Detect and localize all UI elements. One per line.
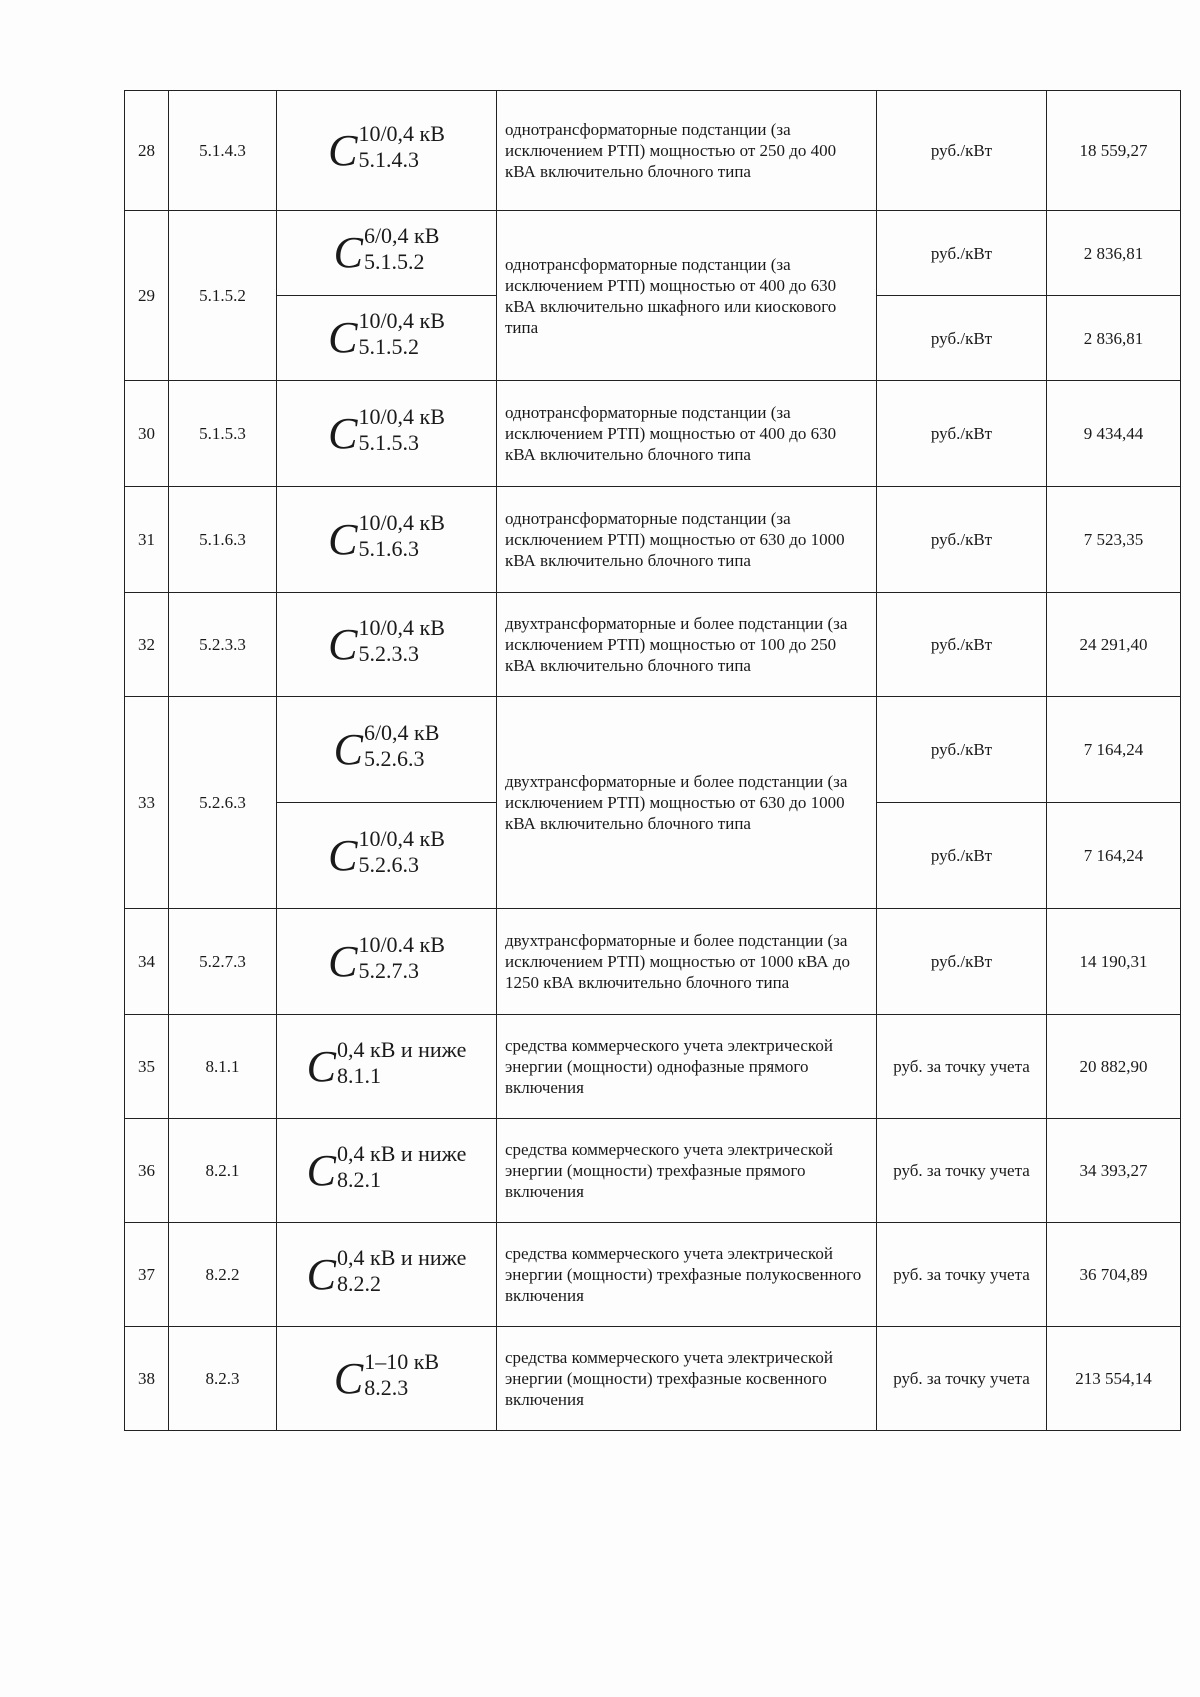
tariff-value: 7 523,35 bbox=[1047, 487, 1181, 593]
unit-of-measure: руб. за точку учета bbox=[877, 1223, 1047, 1327]
symbol-letter: C bbox=[328, 514, 358, 564]
row-number: 30 bbox=[125, 381, 169, 487]
item-description: однотрансформаторные подстанции (за исключением РТП) мощностью от 400 до 630 кВА включительно шкафного или киоскового типа bbox=[497, 211, 877, 381]
unit-of-measure: руб./кВт bbox=[877, 91, 1047, 211]
tariff-symbol bbox=[333, 223, 440, 277]
tariff-value: 34 393,27 bbox=[1047, 1119, 1181, 1223]
table-row bbox=[125, 1223, 1181, 1327]
tariff-symbol bbox=[328, 614, 445, 669]
table-row bbox=[125, 593, 1181, 697]
item-description: средства коммерческого учета электрической энергии (мощности) трехфазные косвенного включения bbox=[497, 1327, 877, 1431]
item-code: 5.1.5.2 bbox=[169, 211, 277, 381]
table-row bbox=[125, 1015, 1181, 1119]
tariff-symbol-cell bbox=[277, 296, 497, 381]
symbol-superscript: 0,4 кВ и ниже bbox=[337, 1140, 467, 1166]
symbol-indices bbox=[358, 614, 445, 666]
symbol-indices bbox=[337, 1140, 467, 1192]
symbol-letter: C bbox=[333, 228, 363, 277]
tariff-symbol bbox=[333, 719, 440, 774]
tariff-value: 7 164,24 bbox=[1047, 697, 1181, 803]
tariff-symbol bbox=[328, 120, 445, 175]
row-number: 32 bbox=[125, 593, 169, 697]
item-code: 8.2.3 bbox=[169, 1327, 277, 1431]
symbol-letter: C bbox=[306, 1249, 336, 1299]
row-number: 35 bbox=[125, 1015, 169, 1119]
symbol-indices bbox=[363, 223, 440, 274]
row-number: 34 bbox=[125, 909, 169, 1015]
item-description: двухтрансформаторные и более подстанции (за исключением РТП) мощностью от 1000 кВА до 1250 кВА включительно блочного типа bbox=[497, 909, 877, 1015]
symbol-letter: C bbox=[328, 408, 358, 458]
item-description: однотрансформаторные подстанции (за исключением РТП) мощностью от 250 до 400 кВА включительно блочного типа bbox=[497, 91, 877, 211]
symbol-subscript: 5.1.5.3 bbox=[358, 429, 419, 455]
tariff-symbol-cell bbox=[277, 381, 497, 487]
row-number: 38 bbox=[125, 1327, 169, 1431]
symbol-letter: C bbox=[306, 1145, 336, 1195]
symbol-letter: C bbox=[328, 830, 358, 880]
row-number: 36 bbox=[125, 1119, 169, 1223]
tariff-symbol bbox=[328, 825, 445, 880]
unit-of-measure: руб./кВт bbox=[877, 296, 1047, 381]
tariff-symbol-cell bbox=[277, 909, 497, 1015]
symbol-subscript: 8.2.2 bbox=[337, 1270, 381, 1296]
unit-of-measure: руб. за точку учета bbox=[877, 1119, 1047, 1223]
symbol-superscript: 10/0,4 кВ bbox=[358, 614, 445, 640]
item-code: 5.1.4.3 bbox=[169, 91, 277, 211]
table-row bbox=[125, 211, 1181, 296]
table-row bbox=[125, 487, 1181, 593]
symbol-subscript: 5.1.6.3 bbox=[358, 535, 419, 561]
symbol-indices bbox=[337, 1244, 467, 1296]
table-row bbox=[125, 697, 1181, 803]
row-number: 28 bbox=[125, 91, 169, 211]
tariff-symbol-cell bbox=[277, 1015, 497, 1119]
symbol-letter: C bbox=[328, 125, 358, 175]
tariff-value: 213 554,14 bbox=[1047, 1327, 1181, 1431]
table-row bbox=[125, 91, 1181, 211]
symbol-subscript: 5.1.4.3 bbox=[358, 146, 419, 172]
item-description: средства коммерческого учета электрической энергии (мощности) трехфазные полукосвенного включения bbox=[497, 1223, 877, 1327]
tariff-table bbox=[124, 90, 1181, 1431]
unit-of-measure: руб. за точку учета bbox=[877, 1015, 1047, 1119]
tariff-symbol bbox=[333, 1348, 440, 1403]
tariff-symbol-cell bbox=[277, 487, 497, 593]
item-code: 5.1.5.3 bbox=[169, 381, 277, 487]
symbol-indices bbox=[337, 1036, 467, 1088]
tariff-table-body bbox=[125, 91, 1181, 1431]
tariff-symbol-cell bbox=[277, 211, 497, 296]
unit-of-measure: руб./кВт bbox=[877, 211, 1047, 296]
symbol-subscript: 5.2.3.3 bbox=[358, 640, 419, 666]
symbol-letter: C bbox=[328, 313, 358, 362]
tariff-symbol bbox=[328, 931, 445, 986]
item-code: 5.2.7.3 bbox=[169, 909, 277, 1015]
symbol-letter: C bbox=[306, 1041, 336, 1091]
item-code: 8.2.1 bbox=[169, 1119, 277, 1223]
symbol-indices bbox=[358, 308, 445, 359]
tariff-symbol bbox=[306, 1140, 467, 1195]
tariff-value: 18 559,27 bbox=[1047, 91, 1181, 211]
symbol-superscript: 0,4 кВ и ниже bbox=[337, 1036, 467, 1062]
symbol-superscript: 0,4 кВ и ниже bbox=[337, 1244, 467, 1270]
item-code: 8.1.1 bbox=[169, 1015, 277, 1119]
table-row bbox=[125, 1327, 1181, 1431]
tariff-symbol bbox=[328, 509, 445, 564]
symbol-indices bbox=[358, 120, 445, 172]
tariff-symbol-cell bbox=[277, 697, 497, 803]
symbol-subscript: 5.1.5.2 bbox=[363, 249, 425, 274]
symbol-subscript: 5.2.6.3 bbox=[358, 851, 419, 877]
symbol-subscript: 5.2.7.3 bbox=[358, 957, 419, 983]
tariff-symbol-cell bbox=[277, 803, 497, 909]
item-description: средства коммерческого учета электрической энергии (мощности) однофазные прямого включения bbox=[497, 1015, 877, 1119]
tariff-symbol-cell bbox=[277, 1327, 497, 1431]
tariff-value: 2 836,81 bbox=[1047, 211, 1181, 296]
unit-of-measure: руб./кВт bbox=[877, 803, 1047, 909]
item-code: 5.1.6.3 bbox=[169, 487, 277, 593]
tariff-symbol bbox=[306, 1036, 467, 1091]
symbol-subscript: 8.2.3 bbox=[364, 1374, 409, 1400]
symbol-superscript: 10/0.4 кВ bbox=[358, 931, 445, 957]
item-description: однотрансформаторные подстанции (за исключением РТП) мощностью от 400 до 630 кВА включительно блочного типа bbox=[497, 381, 877, 487]
unit-of-measure: руб./кВт bbox=[877, 697, 1047, 803]
symbol-superscript: 1–10 кВ bbox=[364, 1348, 440, 1374]
symbol-letter: C bbox=[328, 619, 358, 669]
tariff-symbol bbox=[328, 403, 445, 458]
symbol-superscript: 10/0,4 кВ bbox=[358, 509, 445, 535]
tariff-symbol-cell bbox=[277, 1119, 497, 1223]
tariff-value: 24 291,40 bbox=[1047, 593, 1181, 697]
symbol-subscript: 5.1.5.2 bbox=[358, 334, 419, 359]
tariff-symbol-cell bbox=[277, 1223, 497, 1327]
symbol-indices bbox=[358, 509, 445, 561]
tariff-value: 9 434,44 bbox=[1047, 381, 1181, 487]
symbol-superscript: 6/0,4 кВ bbox=[363, 223, 440, 248]
tariff-symbol bbox=[306, 1244, 467, 1299]
symbol-indices bbox=[364, 1348, 440, 1400]
symbol-subscript: 8.1.1 bbox=[337, 1062, 381, 1088]
symbol-letter: C bbox=[333, 724, 363, 774]
symbol-superscript: 10/0,4 кВ bbox=[358, 120, 445, 146]
unit-of-measure: руб./кВт bbox=[877, 909, 1047, 1015]
symbol-indices bbox=[358, 825, 445, 877]
item-description: однотрансформаторные подстанции (за исключением РТП) мощностью от 630 до 1000 кВА включительно блочного типа bbox=[497, 487, 877, 593]
table-row bbox=[125, 381, 1181, 487]
row-number: 37 bbox=[125, 1223, 169, 1327]
tariff-value: 2 836,81 bbox=[1047, 296, 1181, 381]
unit-of-measure: руб./кВт bbox=[877, 487, 1047, 593]
tariff-symbol-cell bbox=[277, 91, 497, 211]
symbol-superscript: 10/0,4 кВ bbox=[358, 308, 445, 333]
tariff-value: 36 704,89 bbox=[1047, 1223, 1181, 1327]
row-number: 31 bbox=[125, 487, 169, 593]
row-number: 33 bbox=[125, 697, 169, 909]
tariff-value: 14 190,31 bbox=[1047, 909, 1181, 1015]
symbol-superscript: 10/0,4 кВ bbox=[358, 403, 445, 429]
tariff-value: 7 164,24 bbox=[1047, 803, 1181, 909]
item-code: 8.2.2 bbox=[169, 1223, 277, 1327]
table-row bbox=[125, 1119, 1181, 1223]
symbol-letter: C bbox=[333, 1353, 364, 1403]
tariff-symbol bbox=[328, 308, 445, 362]
symbol-indices bbox=[358, 931, 445, 983]
tariff-value: 20 882,90 bbox=[1047, 1015, 1181, 1119]
item-description: двухтрансформаторные и более подстанции (за исключением РТП) мощностью от 100 до 250 кВА включительно блочного типа bbox=[497, 593, 877, 697]
symbol-subscript: 8.2.1 bbox=[337, 1166, 381, 1192]
unit-of-measure: руб./кВт bbox=[877, 381, 1047, 487]
symbol-superscript: 10/0,4 кВ bbox=[358, 825, 445, 851]
item-description: средства коммерческого учета электрической энергии (мощности) трехфазные прямого включения bbox=[497, 1119, 877, 1223]
unit-of-measure: руб./кВт bbox=[877, 593, 1047, 697]
unit-of-measure: руб. за точку учета bbox=[877, 1327, 1047, 1431]
item-description: двухтрансформаторные и более подстанции (за исключением РТП) мощностью от 630 до 1000 кВА включительно блочного типа bbox=[497, 697, 877, 909]
item-code: 5.2.3.3 bbox=[169, 593, 277, 697]
symbol-letter: C bbox=[328, 936, 358, 986]
symbol-superscript: 6/0,4 кВ bbox=[363, 719, 440, 745]
tariff-symbol-cell bbox=[277, 593, 497, 697]
symbol-indices bbox=[363, 719, 440, 771]
table-row bbox=[125, 909, 1181, 1015]
symbol-indices bbox=[358, 403, 445, 455]
symbol-subscript: 5.2.6.3 bbox=[363, 745, 425, 771]
row-number: 29 bbox=[125, 211, 169, 381]
item-code: 5.2.6.3 bbox=[169, 697, 277, 909]
